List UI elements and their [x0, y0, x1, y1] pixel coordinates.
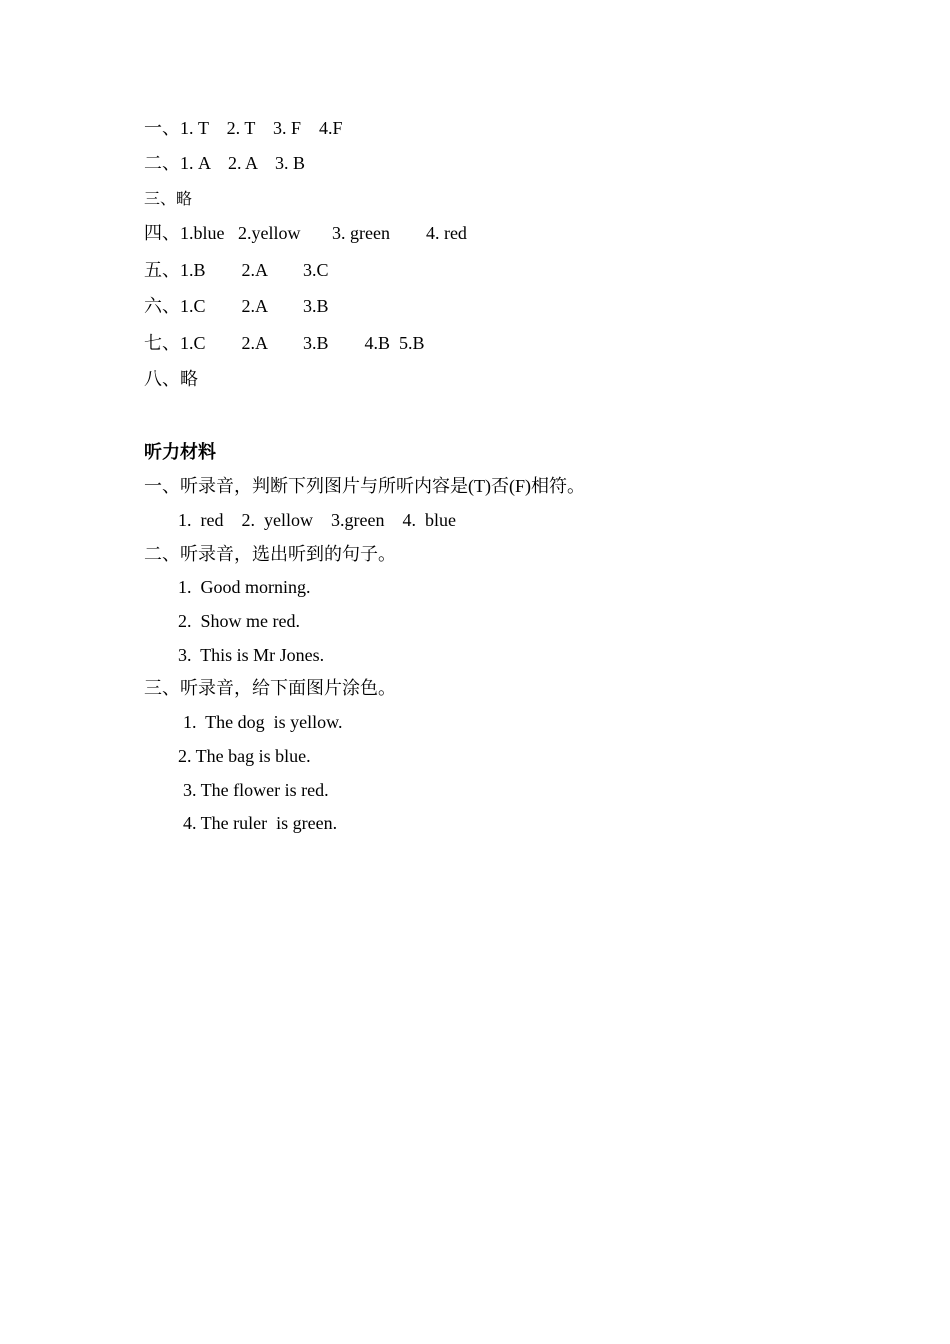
answer-prefix: 六、 [144, 296, 180, 316]
answer-text: 1.blue 2.yellow 3. green 4. red [180, 223, 467, 243]
listening-section-2-item: 3. This is Mr Jones. [178, 645, 325, 665]
answer-line-3 [144, 189, 192, 211]
listening-section-1-heading: 一、听录音，判断下列图片与所听内容是(T)否(F)相符。 [144, 476, 585, 496]
listening-section-2-heading: 二、听录音，选出听到的句子。 [144, 544, 396, 564]
answer-line-8 [144, 368, 198, 390]
listening-section-3-item: 3. The flower is red. [183, 780, 329, 800]
answer-prefix: 五、 [144, 260, 180, 280]
answer-text: 1.C 2.A 3.B 4.B 5.B [180, 333, 425, 353]
answer-prefix: 四、 [144, 223, 180, 243]
answer-prefix: 八、 [144, 369, 180, 389]
answer-line-4 [144, 222, 467, 244]
listening-section-3-heading: 三、听录音，给下面图片涂色。 [144, 678, 396, 698]
answer-prefix: 三、 [144, 191, 177, 208]
answer-prefix: 七、 [144, 333, 180, 353]
answer-text: 1. T 2. T 3. F 4.F [180, 118, 343, 138]
listening-section-1-item: 1. red 2. yellow 3.green 4. blue [178, 510, 456, 530]
answer-prefix: 二、 [144, 153, 180, 173]
answer-line-6 [144, 295, 329, 317]
listening-section-3-item: 4. The ruler is green. [183, 813, 338, 833]
answer-line-5 [144, 259, 329, 281]
listening-section-3-item: 2. The bag is blue. [178, 746, 311, 766]
listening-title: 听力材料 [144, 442, 216, 462]
listening-section-2-item: 1. Good morning. [178, 577, 311, 597]
answer-text: 1. A 2. A 3. B [180, 153, 306, 173]
answer-text: 1.B 2.A 3.C [180, 260, 329, 280]
answer-text: 1.C 2.A 3.B [180, 296, 329, 316]
listening-section-3-item: 1. The dog is yellow. [183, 712, 343, 732]
answer-prefix: 一、 [144, 118, 180, 138]
answer-line-1 [144, 117, 343, 139]
answer-text: 略 [180, 369, 198, 389]
answer-line-2 [144, 152, 305, 174]
listening-section-2-item: 2. Show me red. [178, 611, 300, 631]
answer-line-7 [144, 332, 425, 354]
answer-text: 略 [176, 191, 193, 208]
